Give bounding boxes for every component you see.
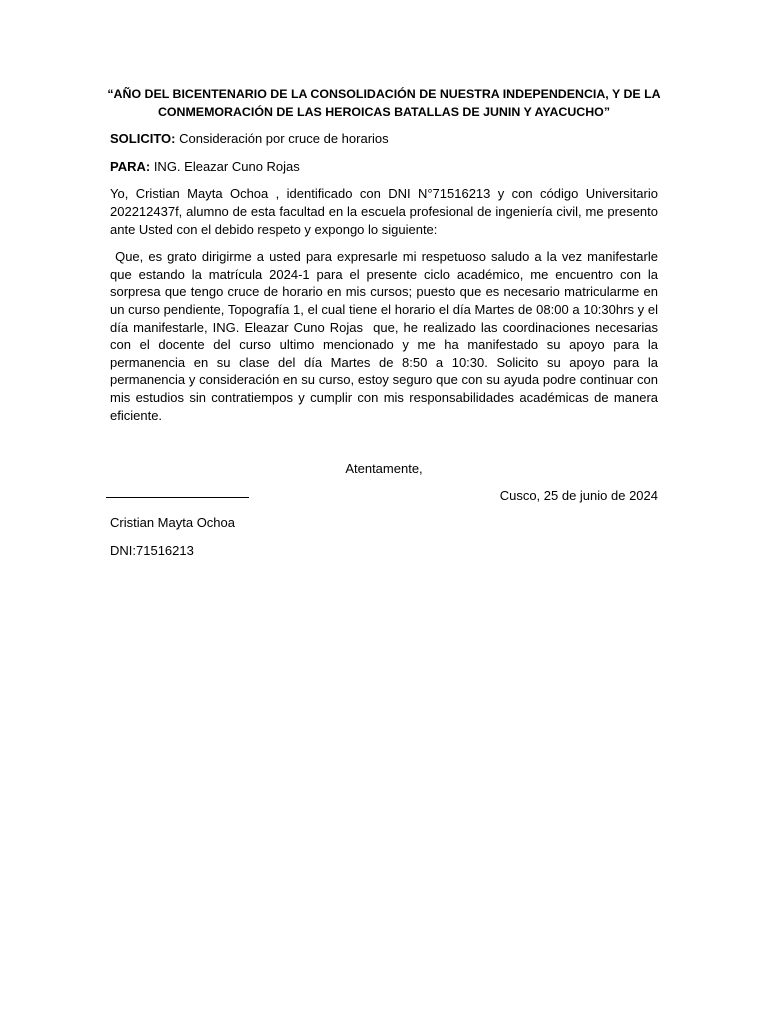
signer-dni: DNI:71516213	[110, 542, 194, 558]
document-title	[102, 86, 666, 121]
document-body	[107, 86, 662, 559]
title-line-1: “AÑO DEL BICENTENARIO DE LA CONSOLIDACIÓN DE NUESTRA INDEPENDENCIA, Y DE LA	[107, 87, 661, 101]
para-label: PARA:	[110, 158, 151, 174]
closing-text: Atentamente,	[345, 461, 423, 477]
signer-name: Cristian Mayta Ochoa	[110, 515, 235, 531]
para-value: ING. Eleazar Cuno Rojas	[150, 158, 300, 174]
title-line-2: CONMEMORACIÓN DE LAS HEROICAS BATALLAS DE JUNIN Y AYACUCHO”	[157, 104, 611, 119]
solicito-label: SOLICITO:	[110, 131, 176, 147]
body-paragraph: Que, es grato dirigirme a usted para expresarle mi respetuoso saludo a la vez manifestarle que estando la matrícula 2024-1 para el presente ciclo académico, me encuentro con la sorpresa que tengo cruce de horario en mis cursos; puesto que es necesario matricularme en un curso pendiente, Topografía 1, el cual tiene el horario el día Martes de 08:00 a 10:30hrs y el día manifestarle, ING. Eleazar Cuno Rojas que, he realizado las coordinaciones necesarias con el docente del curso ultimo mencionado y me ha manifestado su apoyo para la permanencia en su clase del día Martes de 8:50 a 10:30. Solicito su apoyo para la permanencia y consideración en su curso, estoy seguro que con su ayuda podre continuar con mis estudios sin contratiempos y cumplir con mis responsabilidades académicas de manera eficiente.	[110, 249, 662, 423]
solicito-line	[110, 130, 658, 148]
signature-line	[106, 497, 249, 498]
para-line	[110, 158, 658, 176]
solicito-value: Consideración por cruce de horarios	[175, 131, 389, 147]
place-date: Cusco, 25 de junio de 2024	[499, 487, 658, 503]
intro-paragraph: Yo, Cristian Mayta Ochoa , identificado con DNI N°71516213 y con código Universitario 202212437f, alumno de esta facultad en la escuela profesional de ingeniería civil, me presento ante Usted con el debido respeto y expongo lo siguiente:	[110, 186, 658, 237]
